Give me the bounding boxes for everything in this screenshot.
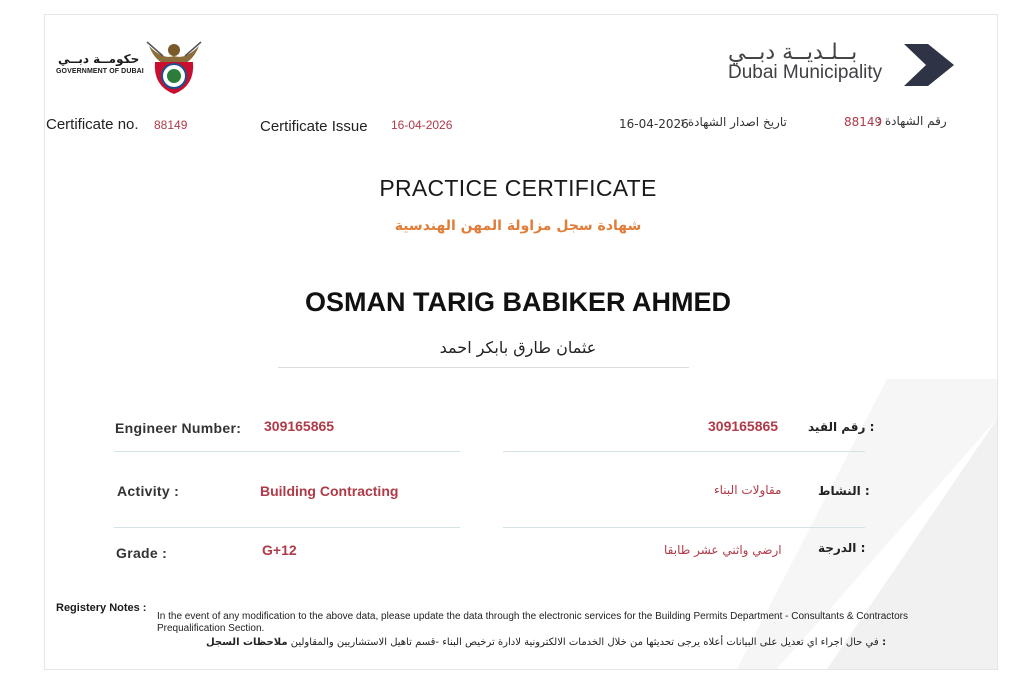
engineer-number-value: 309165865 bbox=[264, 418, 335, 434]
municipality-name-arabic: بــلـديــة دبــي bbox=[728, 40, 858, 65]
name-divider bbox=[278, 367, 689, 368]
row-divider bbox=[114, 527, 460, 528]
grade-label: Grade : bbox=[116, 545, 168, 561]
grade-value: G+12 bbox=[262, 542, 297, 558]
registry-notes-arabic-text: في حال اجراء اي تعديل على البيانات أعلاه يرجى تحديثها من خلال الخدمات الالكترونية لادارة ترخيص البناء -قسم تاهيل الاستشاريين والمقاولين bbox=[290, 637, 879, 648]
dubai-emblem-icon bbox=[143, 36, 205, 96]
certificate-subtitle-arabic: شهادة سجل مزاولة المهن الهندسية bbox=[394, 218, 642, 234]
certificate-issue-label: Certificate Issue bbox=[260, 118, 368, 135]
activity-label: Activity : bbox=[117, 483, 180, 499]
certificate-no-arabic-label: رقم الشهادة : bbox=[877, 114, 947, 128]
issue-date-arabic-label: تاريخ اصدار الشهادة : bbox=[680, 115, 787, 129]
certificate-issue-value: 16-04-2026 bbox=[391, 118, 453, 132]
engineer-number-arabic-value: 309165865 bbox=[708, 418, 779, 434]
certificate-title: PRACTICE CERTIFICATE bbox=[379, 175, 657, 201]
grade-arabic-value: ارضي واثني عشر طابقا bbox=[664, 543, 782, 557]
row-divider bbox=[503, 451, 865, 452]
certificate-no-label: Certificate no. bbox=[46, 116, 139, 133]
government-name-arabic: حكومــة دبــي bbox=[58, 52, 140, 66]
issue-date-arabic-value: 16-04-2026 bbox=[619, 117, 689, 131]
registry-notes-label: Registery Notes : bbox=[56, 602, 147, 614]
certificate-no-value: 88149 bbox=[154, 118, 188, 132]
municipality-name-english: Dubai Municipality bbox=[728, 62, 883, 83]
registry-notes-arabic-label: ملاحظات السجل : bbox=[206, 637, 887, 648]
row-divider bbox=[114, 451, 460, 452]
engineer-number-arabic-label: رقم القيد : bbox=[808, 420, 875, 434]
holder-name-arabic: عثمان طارق بابكر احمد bbox=[439, 338, 597, 357]
municipality-logo-icon bbox=[904, 44, 954, 86]
activity-arabic-value: مقاولات البناء bbox=[714, 483, 782, 497]
registry-notes-english: In the event of any modification to the above data, please update the data through the electronic services for the Building Permits Department - Consultants & Contractors Prequalification Section. bbox=[157, 611, 908, 634]
holder-name-english: OSMAN TARIG BABIKER AHMED bbox=[305, 287, 731, 317]
government-name-english: GOVERNMENT OF DUBAI bbox=[56, 68, 144, 75]
grade-arabic-label: الدرجة : bbox=[818, 541, 866, 555]
certificate-no-arabic-value: 88149 bbox=[844, 115, 883, 129]
activity-arabic-label: النشاط : bbox=[818, 484, 870, 498]
engineer-number-label: Engineer Number: bbox=[115, 420, 242, 436]
registry-notes-arabic bbox=[206, 637, 886, 648]
row-divider bbox=[503, 527, 865, 528]
activity-value: Building Contracting bbox=[260, 483, 399, 499]
